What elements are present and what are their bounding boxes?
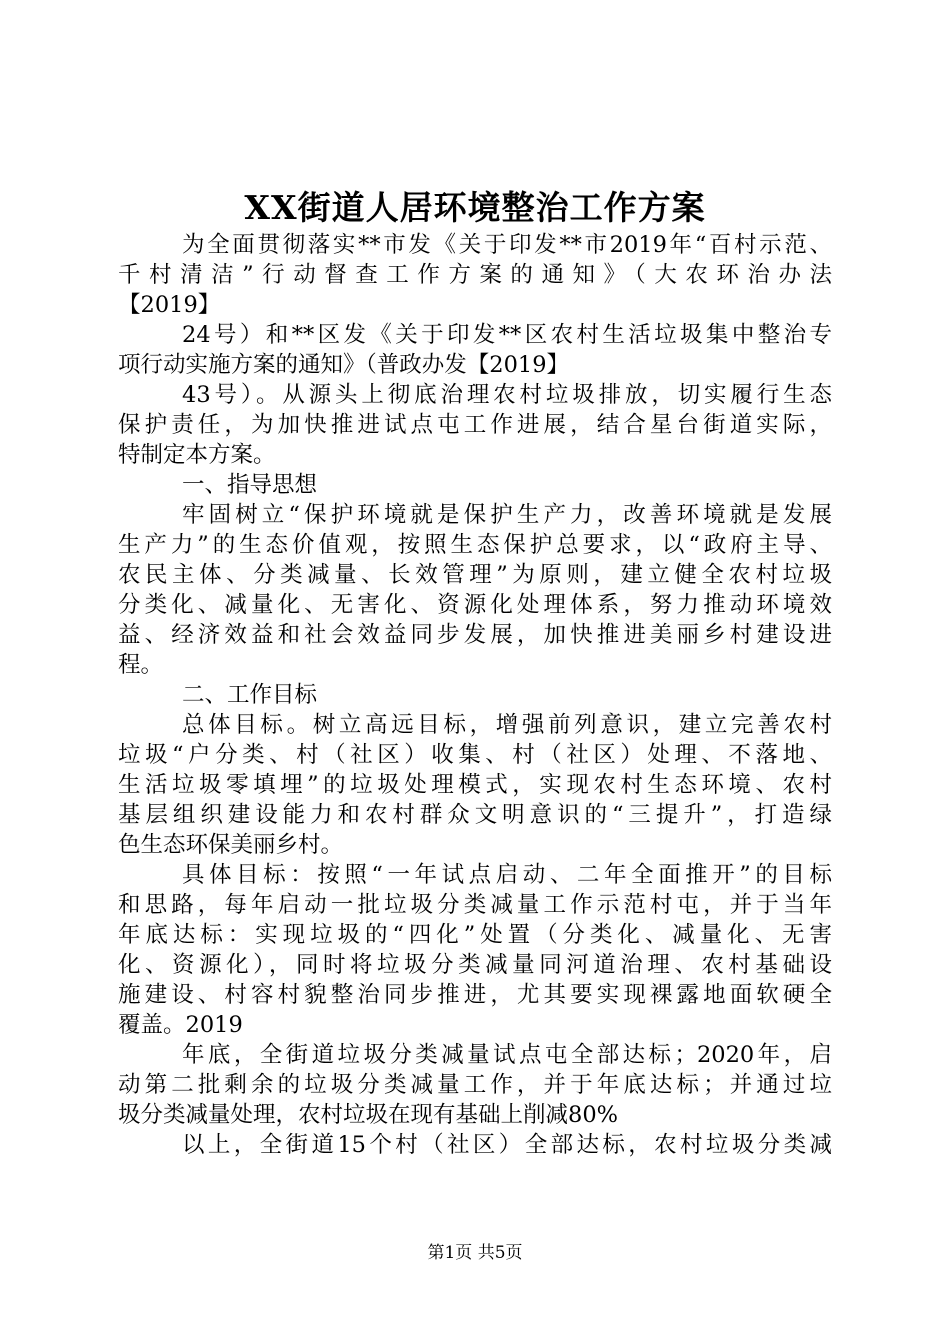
body-line: 农民主体、分类减量、长效管理”为原则，建立健全农村垃圾 [118,562,832,588]
body-line: 二、工作目标 [182,682,318,708]
body-line: 一、指导思想 [182,472,318,498]
body-line: 年底，全街道垃圾分类减量试点屯全部达标；2020年，启 [182,1042,832,1068]
body-line: 化、资源化），同时将垃圾分类减量同河道治理、农村基础设 [118,952,832,978]
body-line: 总体目标。树立高远目标，增强前列意识，建立完善农村 [182,712,832,738]
body-line: 施建设、村容村貌整治同步推进，尤其要实现裸露地面软硬全 [118,982,832,1008]
body-line: 项行动实施方案的通知》（普政办发【2019】 [118,352,570,378]
body-line: 为全面贯彻落实**市发《关于印发**市2019年“百村示范、 [182,232,832,258]
body-line: 生活垃圾零填埋”的垃圾处理模式，实现农村生态环境、农村 [118,772,832,798]
body-line: 动第二批剩余的垃圾分类减量工作，并于年底达标；并通过垃 [118,1072,832,1098]
body-line: 牢固树立“保护环境就是保护生产力，改善环境就是发展 [182,502,832,528]
body-line: 益、经济效益和社会效益同步发展，加快推进美丽乡村建设进 [118,622,832,648]
body-line: 以上，全街道15个村（社区）全部达标，农村垃圾分类减 [182,1132,832,1158]
body-line: 特制定本方案。 [118,442,276,468]
body-line: 24号）和**区发《关于印发**区农村生活垃圾集中整治专 [182,322,832,348]
body-line: 圾分类减量处理，农村垃圾在现有基础上削减80% [118,1102,619,1128]
body-line: 覆盖。2019 [118,1012,243,1038]
body-line: 分类化、减量化、无害化、资源化处理体系，努力推动环境效 [118,592,832,618]
body-line: 千村清洁”行动督查工作方案的通知》（大农环治办法 [118,262,832,288]
body-line: 程。 [118,652,164,678]
document-title: XX街道人居环境整治工作方案 [244,188,706,227]
page-footer: 第1页 共5页 [427,1243,523,1263]
body-line: 保护责任，为加快推进试点屯工作进展，结合星台街道实际， [118,412,832,438]
body-line: 具体目标：按照“一年试点启动、二年全面推开”的目标 [182,862,832,888]
body-line: 色生态环保美丽乡村。 [118,832,344,858]
body-line: 【2019】 [118,292,221,318]
body-line: 年底达标：实现垃圾的“四化”处置（分类化、减量化、无害 [118,922,832,948]
body-line: 和思路，每年启动一批垃圾分类减量工作示范村屯，并于当年 [118,892,832,918]
body-line: 基层组织建设能力和农村群众文明意识的“三提升”，打造绿 [118,802,832,828]
body-line: 垃圾“户分类、村（社区）收集、村（社区）处理、不落地、 [118,742,832,768]
body-line: 43号）。从源头上彻底治理农村垃圾排放，切实履行生态 [182,382,832,408]
document-body [118,230,832,1160]
body-line: 生产力”的生态价值观，按照生态保护总要求，以“政府主导、 [118,532,832,558]
